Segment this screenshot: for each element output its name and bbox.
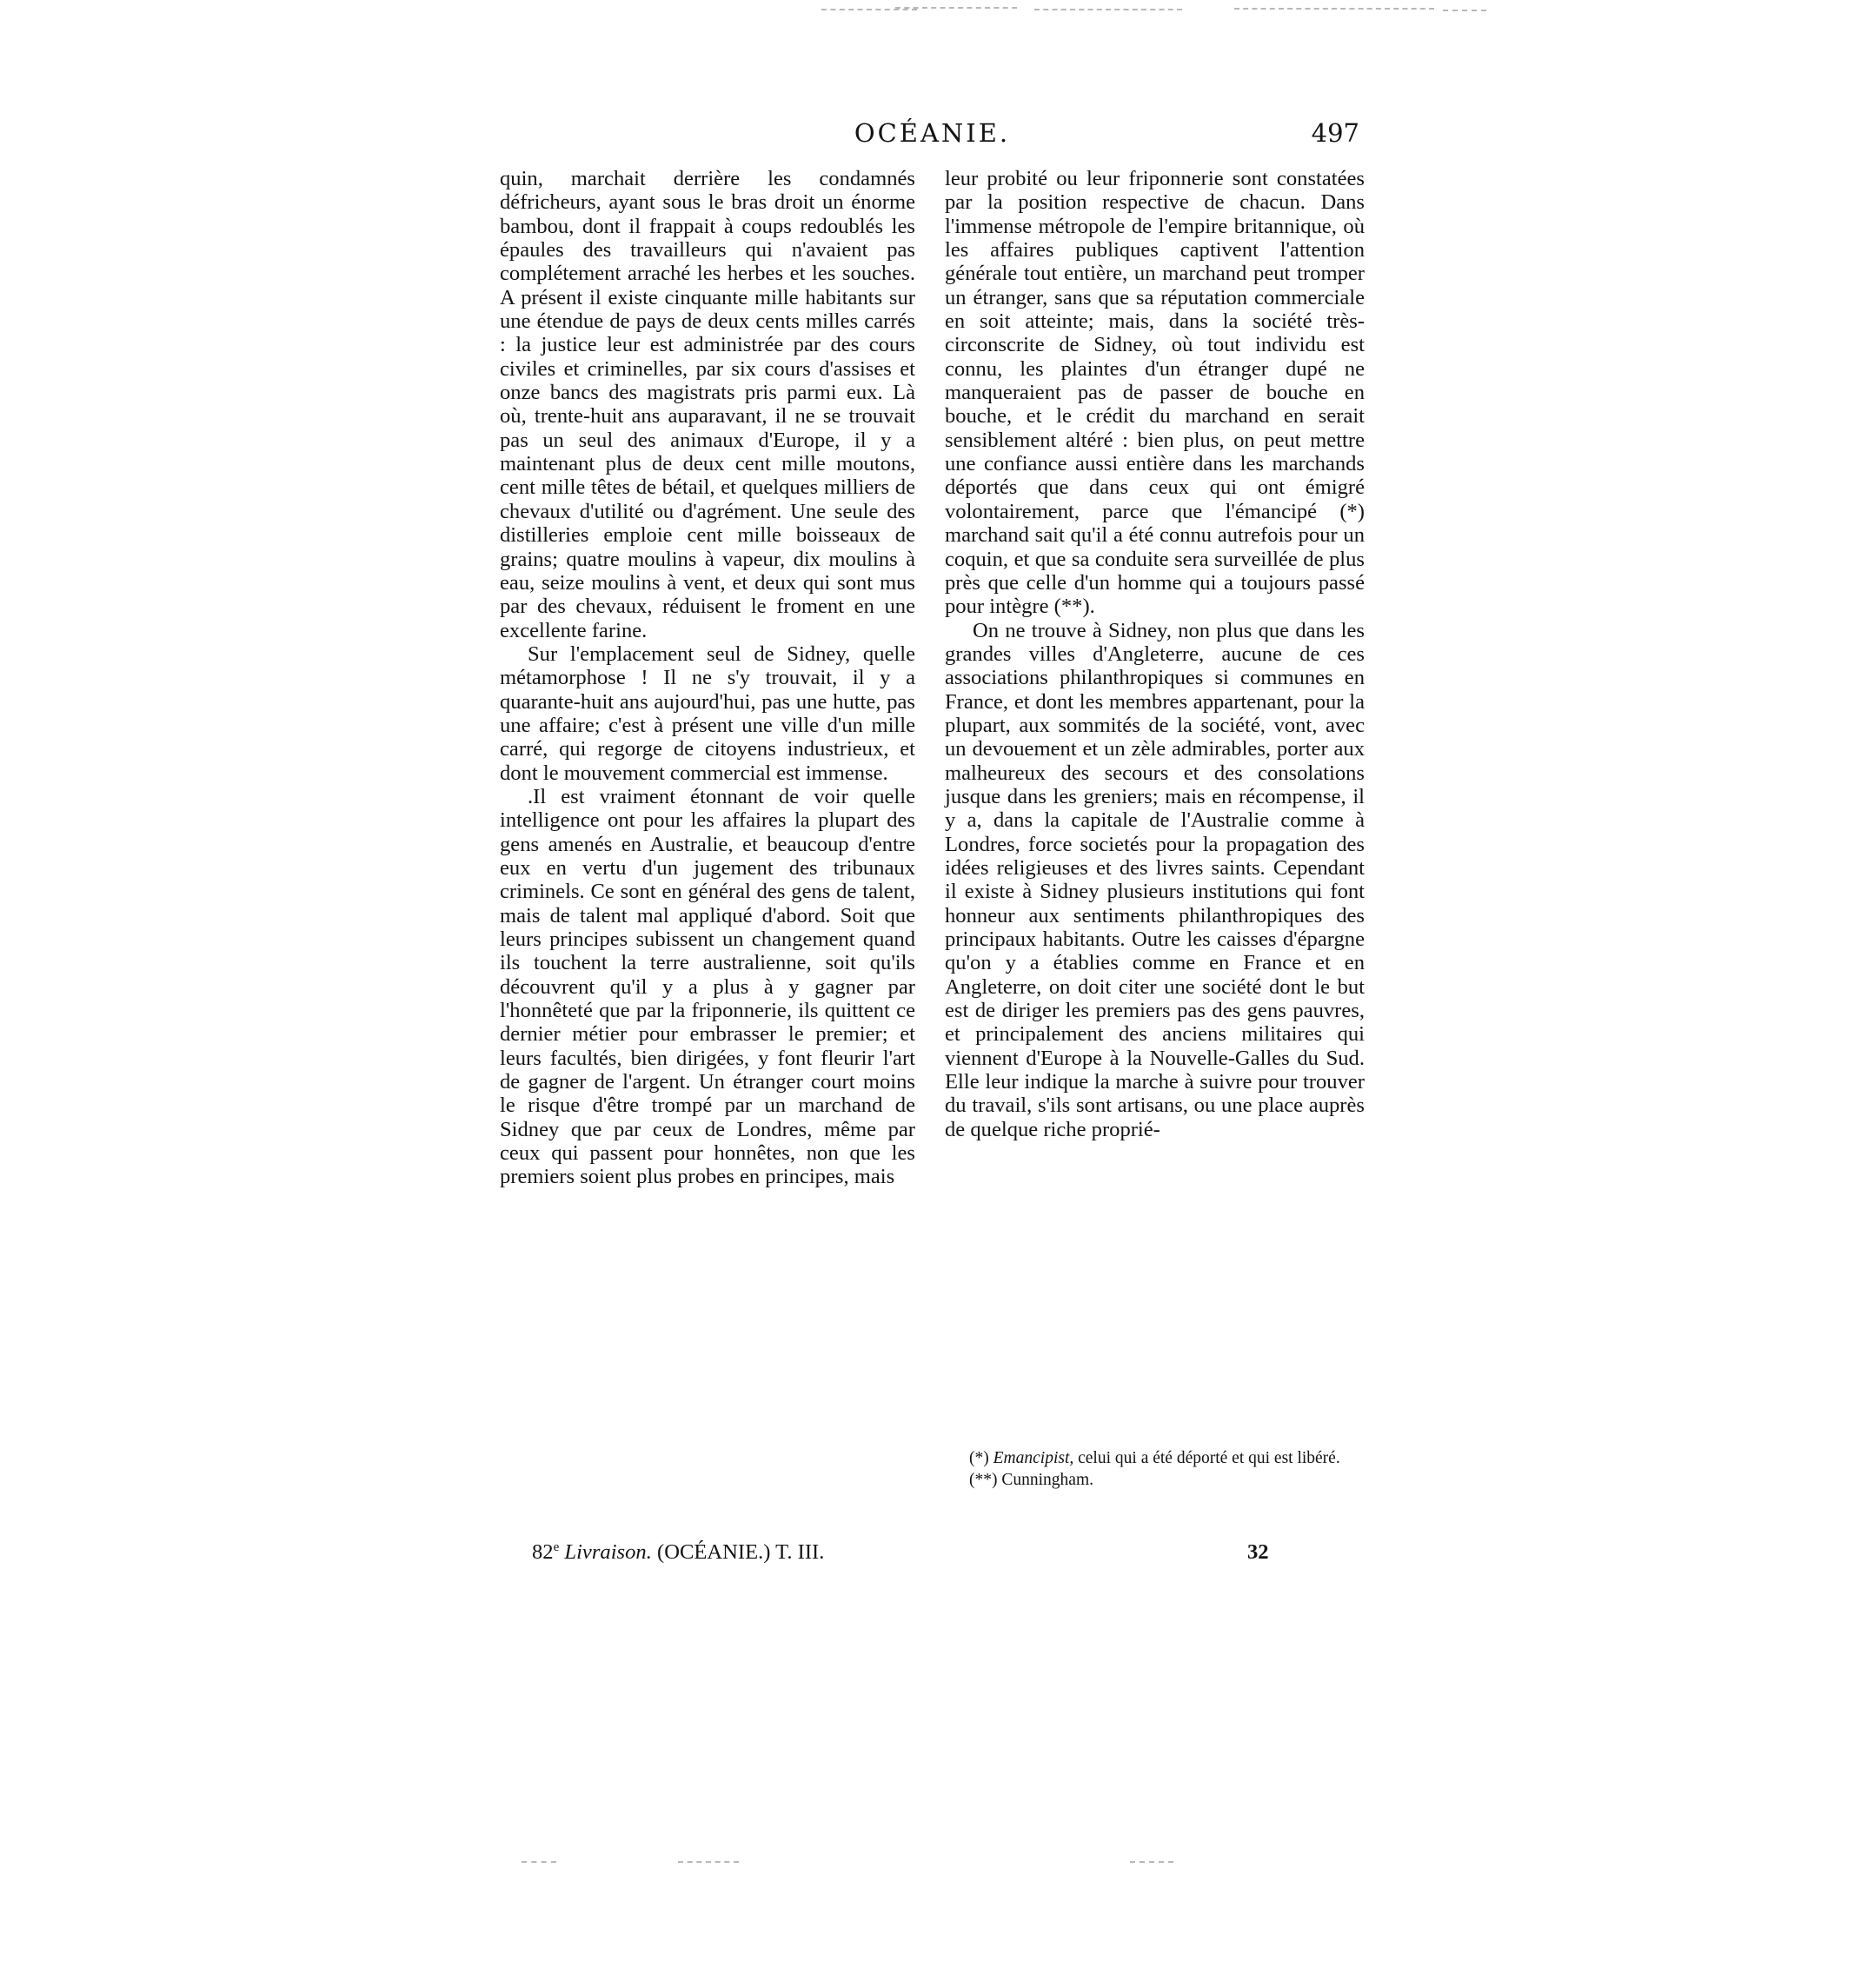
footnote-text: Cunningham. bbox=[1001, 1471, 1093, 1489]
footnote-term: Emancipist, bbox=[993, 1449, 1074, 1467]
signature-word: Livraison. bbox=[564, 1540, 652, 1565]
scan-artifact-top-5 bbox=[1443, 10, 1486, 11]
page-title: OCÉANIE. bbox=[854, 118, 1011, 148]
footnote-emancipist bbox=[945, 1447, 1365, 1469]
footnote-text: celui qui a été déporté et qui est libéré. bbox=[1078, 1449, 1340, 1467]
paragraph: On ne trouve à Sidney, non plus que dans les grandes villes d'Angleterre, aucune de ces associations philanthropiques si communes en France, et dont les membres appartenant, pour la plupart, aux sommités de la société, vont, avec un devouement et un zèle admirables, porter aux malheureux des secours et des consolations jusque dans les greniers; mais en récompense, il y a, dans la capitale de l'Australie comme à Londres, force societés pour la propagation des idées religieuses et des livres saints. Cependant il existe à Sidney plusieurs institutions qui font honneur aux sentiments philanthropiques des principaux habitants. Outre les caisses d'épargne qu'on y a établies comme en France et en Angleterre, on doit citer une société dont le but est de diriger les premiers pas des gens pauvres, et principalement des anciens militaires qui viennent d'Europe à la Nouvelle-Galles du Sud. Elle leur indique la marche à suivre pour trouver du travail, s'ils sont artisans, ou une place auprès de quelque riche proprié- bbox=[945, 618, 1365, 1141]
page-number: 497 bbox=[1311, 118, 1359, 148]
signature-suffix: e bbox=[553, 1540, 560, 1554]
footnote-mark: (**) bbox=[969, 1471, 998, 1489]
footnote-cunningham bbox=[945, 1469, 1365, 1491]
scan-artifact-top-4 bbox=[1234, 8, 1434, 10]
signature-number: 82 bbox=[532, 1540, 554, 1565]
scan-artifact-top-1 bbox=[821, 9, 917, 10]
scan-artifact-top-2 bbox=[895, 7, 1017, 9]
sheet-number: 32 bbox=[1247, 1540, 1269, 1564]
paragraph: .Il est vraiment étonnant de voir quelle intelligence ont pour les affaires la plupart des gens amenés en Australie, et beaucoup d'entre eux en vertu d'un jugement des tribunaux criminels. Ce sont en général des gens de talent, mais de talent mal appliqué d'abord. Soit que leurs principes subissent un changement quand ils touchent la terre australienne, soit qu'ils découvrent qu'il y a plus à y gagner par l'honnêteté que par la friponnerie, ils quittent ce dernier métier pour embrasser le premier; et leurs facultés, bien dirigées, y font fleurir l'art de gagner de l'argent. Un étranger court moins le risque d'être trompé par un marchand de Sidney que par ceux de Londres, même par ceux qui passent pour honnêtes, non que les premiers soient plus probes en principes, mais bbox=[500, 784, 915, 1189]
scan-artifact-bottom-3 bbox=[1130, 1861, 1173, 1863]
paragraph: Sur l'emplacement seul de Sidney, quelle métamorphose ! Il ne s'y trouvait, il y a quarante-huit ans aujourd'hui, pas une hutte, pas une affaire; c'est à présent une ville d'un mille carré, qui regorge de citoyens industrieux, et dont le mouvement commercial est immense. bbox=[500, 642, 915, 785]
paragraph: leur probité ou leur friponnerie sont constatées par la position respective de chacun. Dans l'immense métropole de l'empire britannique, où les affaires publiques captivent l'attention générale tout entière, un marchand peut tromper un étranger, sans que sa réputation commerciale en soit atteinte; mais, dans la société très-circonscrite de Sidney, où tout individu est connu, les plaintes d'un étranger dupé ne manqueraient pas de passer de bouche en bouche, et le crédit du marchand en serait sensiblement altéré : bien plus, on peut mettre une confiance aussi entière dans les marchands déportés que dans ceux qui ont émigré volontairement, parce que l'émancipé (*) marchand sait qu'il a été connu autrefois pour un coquin, et que sa conduite sera surveillée de plus près que celle d'un homme qui a toujours passé pour intègre (**). bbox=[945, 167, 1365, 619]
running-header bbox=[500, 118, 1365, 153]
signature-rest: (OCÉANIE.) T. III. bbox=[657, 1540, 825, 1565]
text-column-left bbox=[500, 167, 915, 1189]
footnote-mark: (*) bbox=[969, 1449, 989, 1467]
scan-artifact-top-3 bbox=[1034, 9, 1182, 10]
paragraph: quin, marchait derrière les condamnés défricheurs, ayant sous le bras droit un énorme bambou, dont il frappait à coups redoublés les épaules des travailleurs qui n'avaient pas complétement arraché les herbes et les souches. A présent il existe cinquante mille habitants sur une étendue de pays de deux cents milles carrés : la justice leur est administrée par des cours civiles et criminelles, par six cours d'assises et onze bancs des magistrats pris parmi eux. Là où, trente-huit ans auparavant, il ne se trouvait pas un seul des animaux d'Europe, il y a maintenant plus de deux cent mille moutons, cent mille têtes de bétail, et quelques milliers de chevaux d'utilité ou d'agrément. Une seule des distilleries emploie cent mille boisseaux de grains; quatre moulins à vapeur, dix moulins à eau, seize moulins à vent, et deux qui sont mus par des chevaux, réduisent le froment en une excellente farine. bbox=[500, 167, 915, 642]
footnotes bbox=[945, 1447, 1365, 1491]
signature-line bbox=[532, 1540, 914, 1565]
text-column-right bbox=[945, 167, 1365, 1141]
scan-artifact-bottom-1 bbox=[522, 1861, 556, 1863]
scan-artifact-bottom-2 bbox=[678, 1861, 739, 1863]
